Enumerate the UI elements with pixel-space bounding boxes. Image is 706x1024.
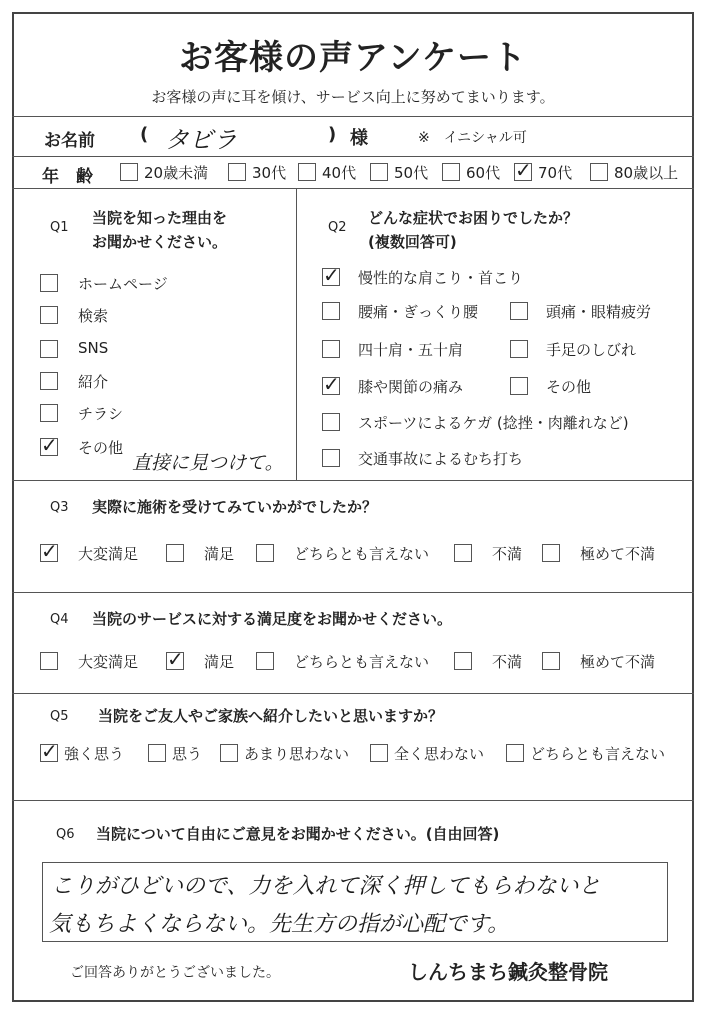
q2-checkbox[interactable] — [510, 302, 528, 320]
honorific-label: 様 — [350, 128, 368, 149]
q3-number: Q3 — [50, 500, 69, 515]
q2-option-label: 手足のしびれ — [546, 341, 637, 359]
q3-checkbox[interactable] — [542, 544, 560, 562]
age-option-label: 20歳未満 — [144, 164, 209, 182]
check-mark-icon: ✓ — [323, 263, 340, 287]
age-checkbox[interactable] — [590, 163, 608, 181]
q1-checkbox[interactable] — [40, 372, 58, 390]
q4-option-label: 大変満足 — [78, 653, 139, 671]
q2-option-label: 交通事故によるむち打ち — [358, 450, 524, 468]
age-option-label: 40代 — [322, 164, 357, 182]
q1-option-label: SNS — [78, 339, 109, 357]
q1-question — [92, 206, 227, 254]
q2-checkbox[interactable] — [322, 413, 340, 431]
q4-option-label: 極めて不満 — [580, 653, 656, 671]
q5-option-label: あまり思わない — [244, 745, 350, 763]
thanks-text: ご回答ありがとうございました。 — [70, 965, 280, 981]
page-title: お客様の声アンケート — [179, 38, 527, 78]
age-checkbox[interactable] — [442, 163, 460, 181]
divider — [12, 592, 694, 593]
check-mark-icon: ✓ — [515, 158, 532, 182]
check-mark-icon: ✓ — [167, 647, 184, 671]
initial-note: ※ イニシャル可 — [418, 130, 527, 146]
q3-option-label: どちらとも言えない — [294, 545, 430, 563]
q5-checkbox[interactable] — [148, 744, 166, 762]
q3-option-label: 満足 — [204, 545, 235, 563]
q2-number: Q2 — [328, 220, 347, 235]
q3-checkbox[interactable] — [166, 544, 184, 562]
age-option-label: 80歳以上 — [614, 164, 679, 182]
q2-option-label: 腰痛・ぎっくり腰 — [358, 303, 479, 321]
q2-question-line1: どんな症状でお困りでしたか？ — [368, 209, 579, 227]
q2-option-label: スポーツによるケガ (捻挫・肉離れなど) — [358, 414, 629, 432]
divider — [12, 693, 694, 694]
q3-checkbox[interactable] — [454, 544, 472, 562]
q1-checkbox[interactable] — [40, 274, 58, 292]
q5-option-label: どちらとも言えない — [530, 745, 666, 763]
free-comment-line1: こりがひどいので、力を入れて深く押してもらわないと — [51, 874, 601, 899]
check-mark-icon: ✓ — [41, 739, 58, 763]
q5-option-label: 強く思う — [64, 745, 125, 763]
divider — [12, 480, 694, 481]
q1-option-label: ホームページ — [78, 275, 168, 293]
q4-option-label: 満足 — [204, 653, 235, 671]
q2-question — [368, 206, 578, 254]
age-checkbox[interactable] — [120, 163, 138, 181]
q6-question: 当院について自由にご意見をお聞かせください。(自由回答) — [96, 825, 500, 843]
q2-option-label: 膝や関節の痛み — [358, 378, 464, 396]
q2-checkbox[interactable] — [510, 377, 528, 395]
name-close-paren: ) — [328, 124, 337, 145]
page-subtitle: お客様の声に耳を傾け、サービス向上に努めてまいります。 — [151, 88, 555, 106]
check-mark-icon: ✓ — [323, 372, 340, 396]
q4-checkbox[interactable] — [256, 652, 274, 670]
clinic-name: しんちまち鍼灸整骨院 — [408, 960, 608, 984]
q1-option-label: 検索 — [78, 307, 109, 325]
age-checkbox[interactable] — [370, 163, 388, 181]
q1-option-label: 紹介 — [78, 373, 109, 391]
q4-option-label: 不満 — [492, 653, 523, 671]
q4-checkbox[interactable] — [454, 652, 472, 670]
check-mark-icon: ✓ — [41, 539, 58, 563]
q2-checkbox[interactable] — [322, 340, 340, 358]
q4-number: Q4 — [50, 612, 69, 627]
q1-question-line1: 当院を知った理由を — [92, 209, 228, 227]
age-checkbox[interactable] — [298, 163, 316, 181]
q1-option-label: その他 — [78, 439, 124, 457]
q3-option-label: 大変満足 — [78, 545, 139, 563]
q1-option-label: チラシ — [78, 405, 124, 423]
q2-question-line2: (複数回答可) — [368, 233, 457, 251]
q3-checkbox[interactable] — [256, 544, 274, 562]
age-option-label: 60代 — [466, 164, 501, 182]
q2-option-label: 慢性的な肩こり・首こり — [358, 269, 524, 287]
q3-option-label: 極めて不満 — [580, 545, 656, 563]
q5-number: Q5 — [50, 709, 69, 724]
free-comment-box[interactable] — [42, 862, 668, 942]
q4-option-label: どちらとも言えない — [294, 653, 430, 671]
divider — [12, 800, 694, 801]
q3-question: 実際に施術を受けてみていかがでしたか？ — [92, 498, 378, 516]
q2-option-label: 頭痛・眼精疲労 — [546, 303, 652, 321]
q2-checkbox[interactable] — [322, 449, 340, 467]
q4-question: 当院のサービスに対する満足度をお聞かせください。 — [92, 610, 453, 628]
q5-question: 当院をご友人やご家族へ紹介したいと思いますか？ — [98, 707, 444, 725]
q1-number: Q1 — [50, 220, 69, 235]
q4-checkbox[interactable] — [40, 652, 58, 670]
q1-checkbox[interactable] — [40, 306, 58, 324]
age-option-label: 30代 — [252, 164, 287, 182]
check-mark-icon: ✓ — [41, 433, 58, 457]
q6-number: Q6 — [56, 827, 75, 842]
q3-option-label: 不満 — [492, 545, 523, 563]
q5-checkbox[interactable] — [506, 744, 524, 762]
q5-checkbox[interactable] — [220, 744, 238, 762]
age-option-label: 70代 — [538, 164, 573, 182]
q2-checkbox[interactable] — [510, 340, 528, 358]
name-field[interactable]: タビラ — [165, 126, 237, 154]
q2-option-label: 四十肩・五十肩 — [358, 341, 464, 359]
q5-option-label: 全く思わない — [394, 745, 485, 763]
column-divider — [296, 188, 297, 480]
q2-option-label: その他 — [546, 378, 592, 396]
free-comment-line2: 気もちよくならない。先生方の指が心配です。 — [49, 912, 510, 937]
name-open-paren: ( — [140, 124, 149, 145]
q1-checkbox[interactable] — [40, 340, 58, 358]
q5-option-label: 思う — [172, 745, 203, 763]
q1-checkbox[interactable] — [40, 404, 58, 422]
divider — [12, 116, 694, 117]
age-label: 年 齢 — [42, 167, 93, 187]
divider — [12, 188, 694, 189]
q4-checkbox[interactable] — [542, 652, 560, 670]
name-label: お名前 — [44, 131, 95, 151]
divider — [12, 156, 694, 157]
q5-checkbox[interactable] — [370, 744, 388, 762]
age-option-label: 50代 — [394, 164, 429, 182]
q1-question-line2: お聞かせください。 — [92, 233, 228, 251]
q2-checkbox[interactable] — [322, 302, 340, 320]
q1-other-answer[interactable]: 直接に見つけて。 — [132, 452, 284, 474]
age-checkbox[interactable] — [228, 163, 246, 181]
